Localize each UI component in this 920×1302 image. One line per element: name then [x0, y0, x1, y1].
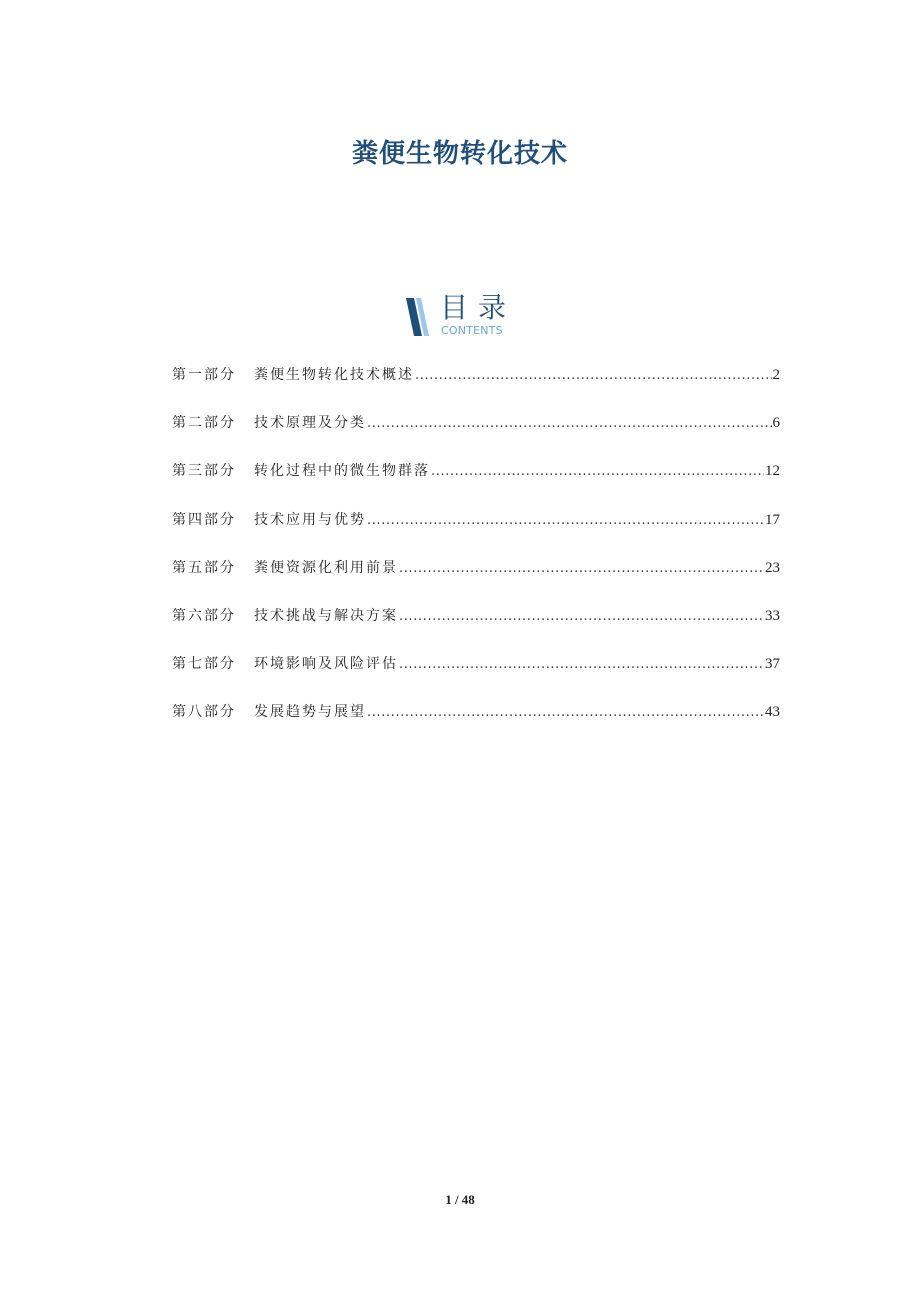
toc-entry[interactable] — [172, 557, 780, 605]
toc-entry-title: 环境影响及风险评估 — [254, 656, 398, 673]
toc-entry-part: 第三部分 — [172, 463, 236, 480]
toc-entry-leader — [399, 657, 764, 672]
toc-entry-leader — [431, 464, 764, 479]
toc-entry[interactable] — [172, 653, 780, 701]
toc-entry-title: 粪便生物转化技术概述 — [254, 367, 414, 383]
toc-entry[interactable] — [172, 701, 780, 749]
toc-entry-page: 2 — [772, 367, 780, 383]
toc-entry-page: 33 — [765, 607, 780, 624]
toc-heading-subtitle: CONTENTS — [441, 324, 503, 337]
toc-entry-part: 第四部分 — [172, 511, 236, 528]
toc-entry[interactable] — [172, 460, 780, 508]
toc-entry-part: 第七部分 — [172, 656, 236, 673]
toc-entry-leader — [367, 705, 764, 720]
toc-entry-page: 23 — [765, 559, 780, 576]
toc-entry-title: 技术原理及分类 — [254, 415, 366, 432]
toc-entry-page: 43 — [765, 704, 780, 721]
toc-entry[interactable] — [172, 605, 780, 653]
toc-entry-page: 12 — [765, 463, 780, 480]
toc-entry[interactable] — [172, 412, 780, 460]
toc-entry-title: 技术应用与优势 — [254, 511, 366, 528]
toc-entry-title: 粪便资源化利用前景 — [254, 559, 398, 576]
toc-entry-part: 第五部分 — [172, 559, 236, 576]
toc-entry-leader — [399, 609, 764, 624]
toc-entry-title: 技术挑战与解决方案 — [254, 607, 398, 624]
toc-heading-title: 目录 — [440, 291, 517, 324]
toc-entry-part: 第六部分 — [172, 607, 236, 624]
document-title: 粪便生物转化技术 — [351, 139, 568, 170]
toc-entry-title: 转化过程中的微生物群落 — [254, 463, 430, 480]
contents-logo-icon — [404, 296, 430, 338]
toc-entry-leader — [367, 416, 772, 431]
toc-entry-page: 37 — [765, 656, 780, 673]
toc-entry-part: 第一部分 — [172, 367, 236, 383]
toc-entry[interactable] — [172, 509, 780, 557]
toc-entry-part: 第二部分 — [172, 415, 236, 432]
toc-entry-page: 17 — [765, 511, 780, 528]
toc-entry-page: 6 — [772, 415, 780, 432]
toc-entry-title: 发展趋势与展望 — [254, 704, 366, 721]
toc-entry-leader — [367, 513, 764, 528]
toc-entry-part: 第八部分 — [172, 704, 236, 721]
toc-list — [172, 364, 780, 750]
toc-entry[interactable] — [172, 364, 780, 412]
page-number: 1 / 48 — [445, 1192, 475, 1207]
toc-entry-leader — [399, 561, 764, 576]
toc-entry-leader — [415, 368, 772, 383]
toc-heading — [404, 292, 524, 340]
